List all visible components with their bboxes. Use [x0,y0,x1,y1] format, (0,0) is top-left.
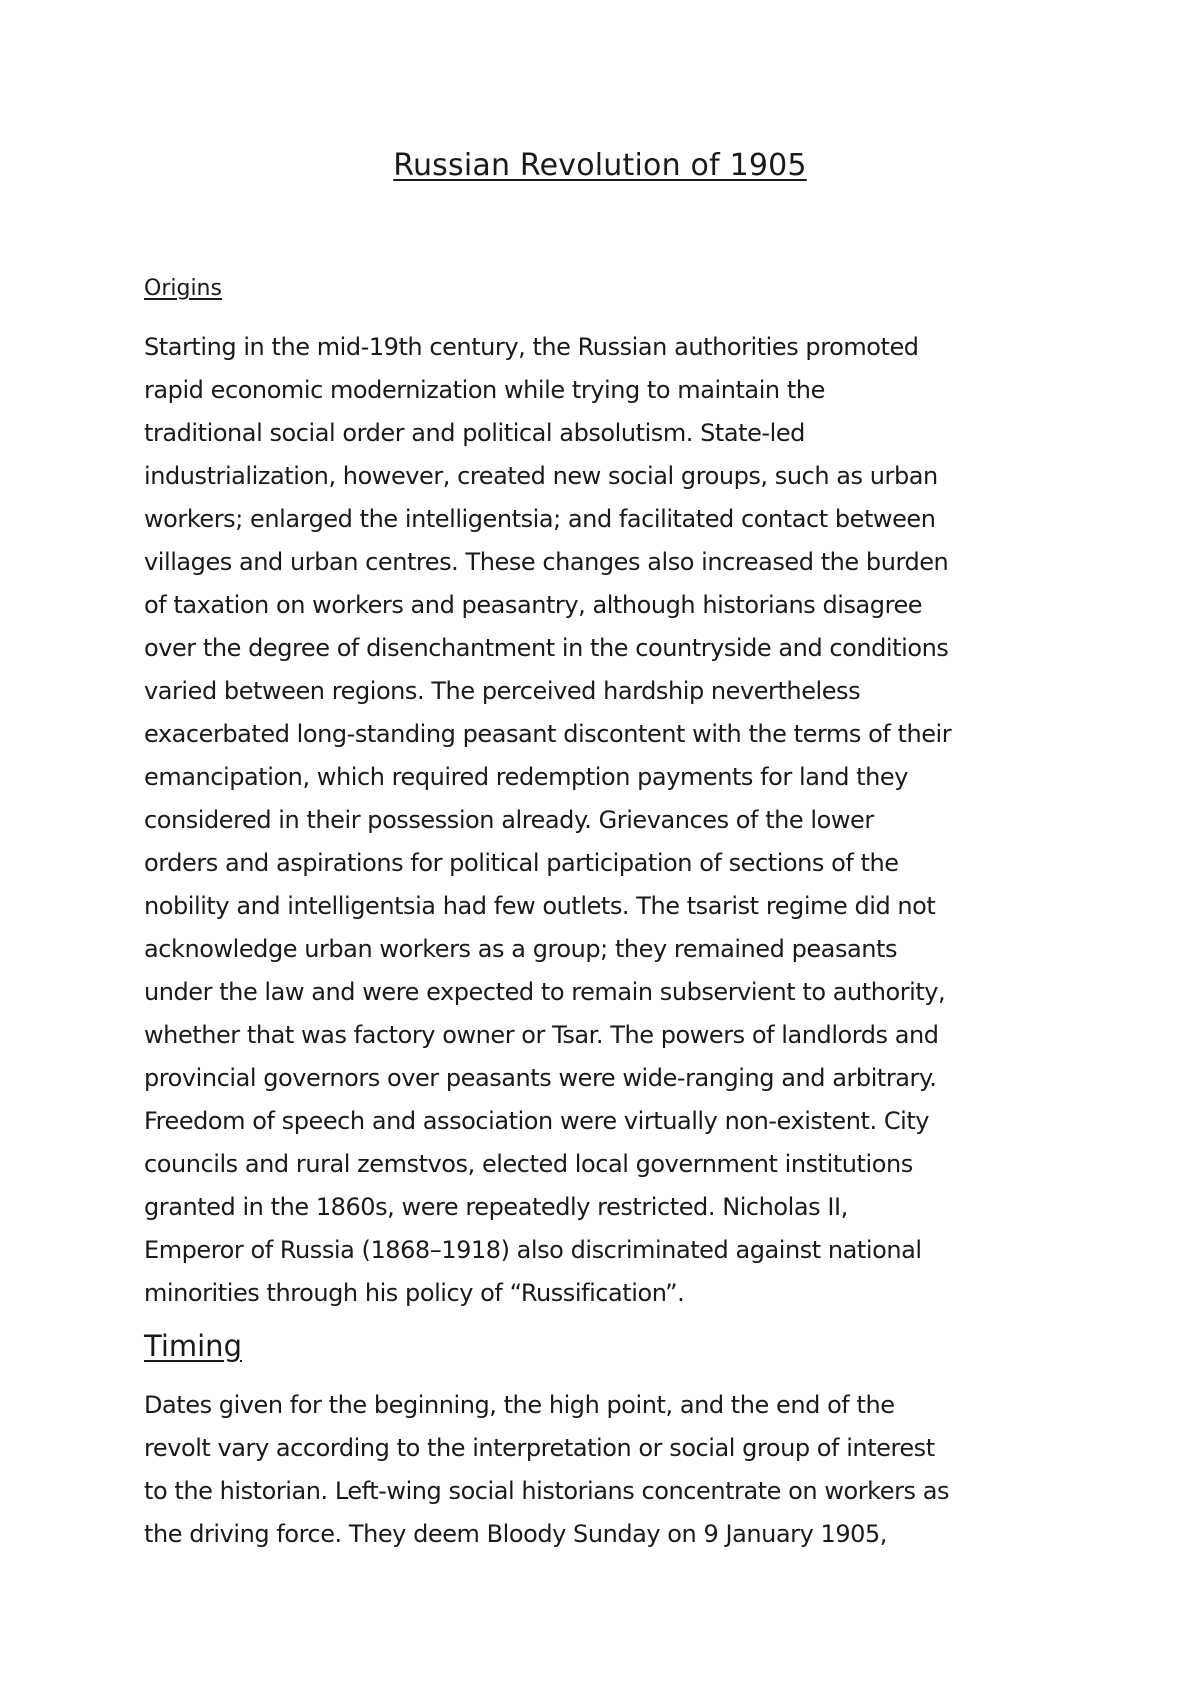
text-line: traditional social order and political absolutism. State-led [144,419,805,447]
section-heading-timing: Timing [144,1329,242,1363]
text-line: Freedom of speech and association were virtually non-existent. City [144,1107,930,1135]
text-line: orders and aspirations for political participation of sections of the [144,849,899,877]
text-line: acknowledge urban workers as a group; they remained peasants [144,935,898,963]
text-line: councils and rural zemstvos, elected local government institutions [144,1150,913,1178]
text-line: of taxation on workers and peasantry, although historians disagree [144,591,923,619]
text-line: emancipation, which required redemption payments for land they [144,763,908,791]
paragraph-timing [144,1384,1084,1556]
text-line: industrialization, however, created new social groups, such as urban [144,462,938,490]
section-heading-origins: Origins [144,276,222,301]
text-line: Emperor of Russia (1868–1918) also discriminated against national [144,1236,922,1264]
text-line: whether that was factory owner or Tsar. The powers of landlords and [144,1021,939,1049]
text-line: the driving force. They deem Bloody Sunday on 9 January 1905, [144,1520,887,1548]
text-line: revolt vary according to the interpretation or social group of interest [144,1434,935,1462]
text-line: villages and urban centres. These changes also increased the burden [144,548,949,576]
text-line: provincial governors over peasants were wide-ranging and arbitrary. [144,1064,937,1092]
text-line: rapid economic modernization while trying to maintain the [144,376,825,404]
text-line: Dates given for the beginning, the high point, and the end of the [144,1391,895,1419]
text-line: varied between regions. The perceived hardship nevertheless [144,677,861,705]
text-line: to the historian. Left-wing social historians concentrate on workers as [144,1477,950,1505]
text-line: considered in their possession already. Grievances of the lower [144,806,874,834]
text-line: minorities through his policy of “Russification”. [144,1279,685,1307]
paragraph-origins [144,326,1084,1315]
text-line: granted in the 1860s, were repeatedly restricted. Nicholas II, [144,1193,848,1221]
document-title: Russian Revolution of 1905 [393,148,807,183]
text-line: over the degree of disenchantment in the countryside and conditions [144,634,949,662]
text-line: exacerbated long-standing peasant discontent with the terms of their [144,720,952,748]
text-line: Starting in the mid-19th century, the Russian authorities promoted [144,333,919,361]
text-line: workers; enlarged the intelligentsia; and facilitated contact between [144,505,936,533]
text-line: nobility and intelligentsia had few outlets. The tsarist regime did not [144,892,936,920]
text-line: under the law and were expected to remain subservient to authority, [144,978,946,1006]
